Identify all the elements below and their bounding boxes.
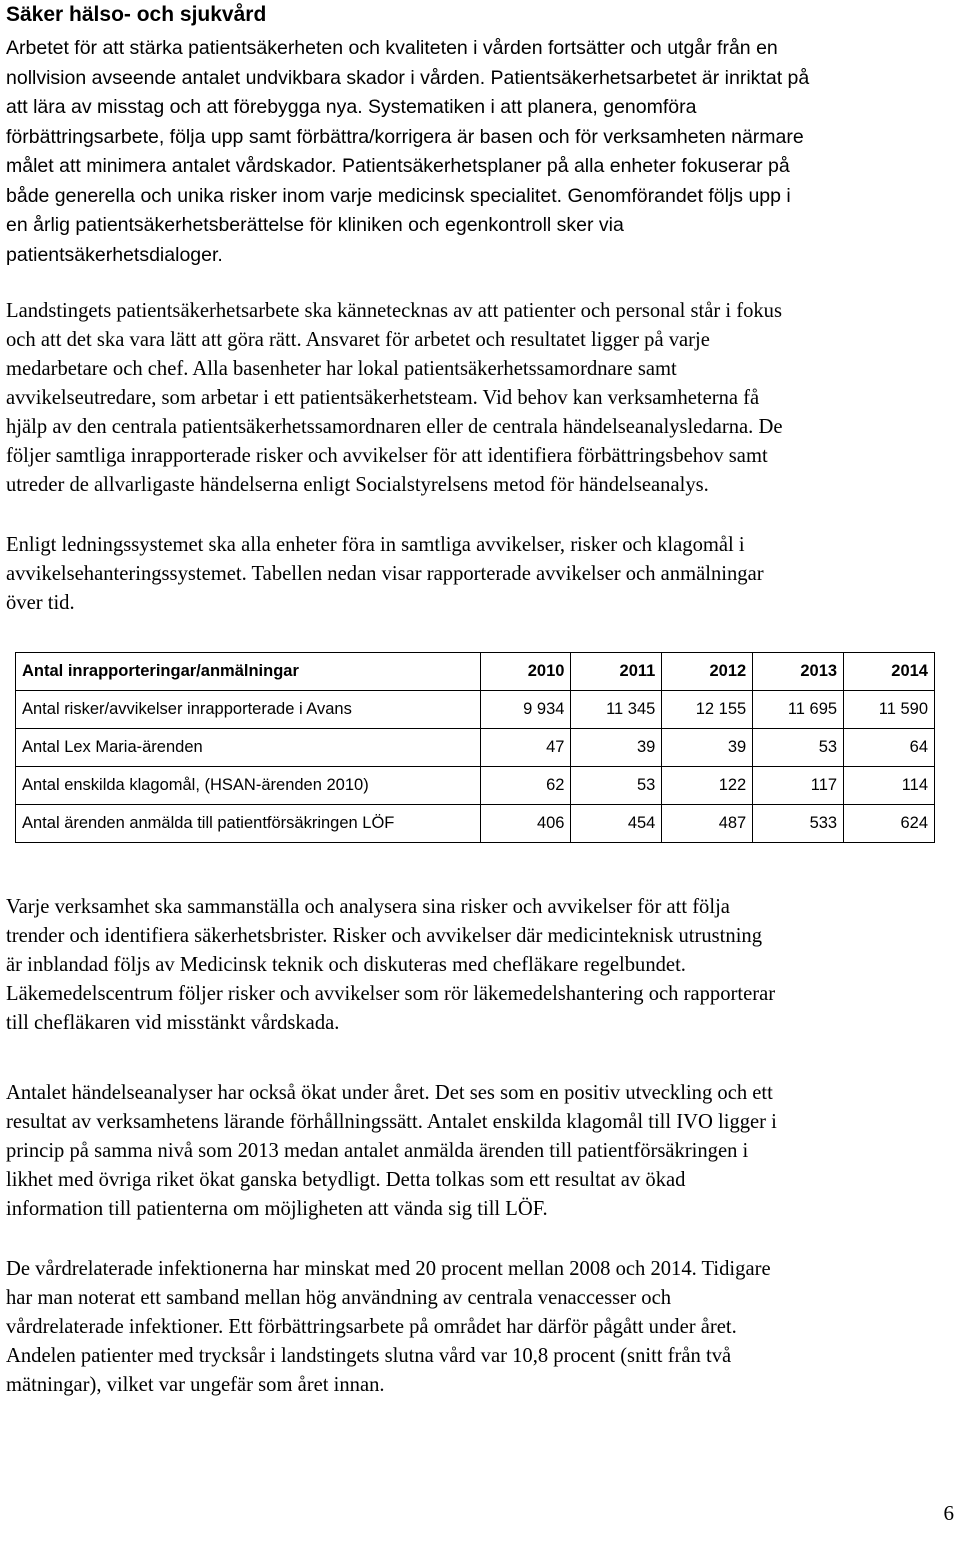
paragraph-line: likhet med övriga riket ökat ganska betydligt. Detta tolkas som ett resultat av ökad bbox=[6, 1169, 686, 1191]
paragraph-line: Arbetet för att stärka patientsäkerheten och kvaliteten i vården fortsätter och utgår från en bbox=[6, 37, 778, 59]
table-cell: 39 bbox=[571, 729, 662, 767]
paragraph-line: en årlig patientsäkerhetsberättelse för kliniken och egenkontroll sker via bbox=[6, 214, 624, 236]
paragraph-line: patientsäkerhetsdialoger. bbox=[6, 243, 223, 266]
table-cell: 47 bbox=[480, 729, 571, 767]
paragraph-line: De vårdrelaterade infektionerna har minskat med 20 procent mellan 2008 och 2014. Tidigare bbox=[6, 1258, 771, 1280]
table-header-year: 2012 bbox=[662, 653, 753, 691]
table-row-label: Antal risker/avvikelser inrapporterade i Avans bbox=[16, 691, 481, 729]
paragraph-line: och att det ska vara lätt att göra rätt. Ansvaret för arbetet och resultatet ligger på varje bbox=[6, 329, 710, 351]
paragraph-line: följer samtliga inrapporterade risker och avvikelser för att identifiera förbättringsbehov samt bbox=[6, 445, 768, 467]
paragraph-line: avvikelseutredare, som arbetar i ett patientsäkerhetsteam. Vid behov kan verksamheterna få bbox=[6, 387, 760, 409]
paragraph-handelseanalyser bbox=[6, 1079, 954, 1224]
paragraph-line: mätningar), vilket var ungefär som året innan. bbox=[6, 1374, 385, 1396]
table-cell: 117 bbox=[753, 767, 844, 805]
table-row-label: Antal enskilda klagomål, (HSAN-ärenden 2010) bbox=[16, 767, 481, 805]
paragraph-intro bbox=[6, 34, 954, 270]
paragraph-line: över tid. bbox=[6, 592, 75, 614]
paragraph-line: avvikelsehanteringssystemet. Tabellen nedan visar rapporterade avvikelser och anmälningar bbox=[6, 563, 764, 585]
table-cell: 122 bbox=[662, 767, 753, 805]
reports-table bbox=[15, 652, 935, 843]
page-number: 6 bbox=[943, 1501, 954, 1525]
table-header-year: 2011 bbox=[571, 653, 662, 691]
paragraph-line: Andelen patienter med trycksår i landstingets slutna vård var 10,8 procent (snitt från två bbox=[6, 1345, 732, 1367]
table-cell: 11 695 bbox=[753, 691, 844, 729]
table-cell: 12 155 bbox=[662, 691, 753, 729]
paragraph-verksamhet bbox=[6, 893, 954, 1038]
table-cell: 11 345 bbox=[571, 691, 662, 729]
paragraph-ledningssystem bbox=[6, 531, 954, 618]
paragraph-line: nollvision avseende antalet undvikbara skador i vården. Patientsäkerhetsarbetet är inriktat på bbox=[6, 66, 810, 89]
table-cell: 11 590 bbox=[844, 691, 935, 729]
table-cell: 114 bbox=[844, 767, 935, 805]
table-row-label: Antal ärenden anmälda till patientförsäkringen LÖF bbox=[16, 805, 481, 843]
paragraph-infektioner bbox=[6, 1255, 954, 1400]
paragraph-line: till chefläkaren vid misstänkt vårdskada. bbox=[6, 1012, 340, 1034]
paragraph-line: både generella och unika risker inom varje medicinsk specialitet. Genomförandet följs upp i bbox=[6, 184, 791, 207]
paragraph-line: förbättringsarbete, följa upp samt förbättra/korrigera är basen och för verksamheten närmare bbox=[6, 125, 804, 148]
table-row bbox=[16, 691, 935, 729]
paragraph-line: Enligt ledningssystemet ska alla enheter föra in samtliga avvikelser, risker och klagomål i bbox=[6, 534, 745, 556]
table-cell: 62 bbox=[480, 767, 571, 805]
table-header-year: 2013 bbox=[753, 653, 844, 691]
table-row bbox=[16, 805, 935, 843]
table-row bbox=[16, 729, 935, 767]
paragraph-line: hjälp av den centrala patientsäkerhetssamordnaren eller de centrala händelseanalysledarna. De bbox=[6, 416, 783, 438]
table-header-year: 2014 bbox=[844, 653, 935, 691]
table-cell: 533 bbox=[753, 805, 844, 843]
paragraph-line: resultat av verksamhetens lärande förhållningssätt. Antalet enskilda klagomål till IVO ligger i bbox=[6, 1111, 777, 1133]
paragraph-line: är inblandad följs av Medicinsk teknik och diskuteras med chefläkare regelbundet. bbox=[6, 954, 686, 976]
paragraph-line: princip på samma nivå som 2013 medan antalet anmälda ärenden till patientförsäkringen i bbox=[6, 1140, 749, 1162]
table-cell: 454 bbox=[571, 805, 662, 843]
section-heading: Säker hälso- och sjukvård bbox=[6, 3, 267, 26]
paragraph-line: har man noterat ett samband mellan hög användning av centrala venaccesser och bbox=[6, 1287, 672, 1309]
paragraph-line: utreder de allvarligaste händelserna enligt Socialstyrelsens metod för händelseanalys. bbox=[6, 474, 709, 496]
paragraph-line: vårdrelaterade infektioner. Ett förbättringsarbete på området har därför pågått under året. bbox=[6, 1316, 737, 1338]
table-cell: 487 bbox=[662, 805, 753, 843]
table-row-label: Antal Lex Maria-ärenden bbox=[16, 729, 481, 767]
paragraph-line: Landstingets patientsäkerhetsarbete ska kännetecknas av att patienter och personal står i fokus bbox=[6, 300, 782, 322]
table-cell: 624 bbox=[844, 805, 935, 843]
paragraph-line: Läkemedelscentrum följer risker och avvikelser som rör läkemedelshantering och rapporterar bbox=[6, 983, 776, 1005]
table-cell: 64 bbox=[844, 729, 935, 767]
paragraph-landstinget bbox=[6, 297, 954, 500]
table-header-row bbox=[16, 653, 935, 691]
table-row bbox=[16, 767, 935, 805]
table-cell: 39 bbox=[662, 729, 753, 767]
paragraph-line: målet att minimera antalet vårdskador. Patientsäkerhetsplaner på alla enheter fokuserar på bbox=[6, 155, 790, 177]
table-cell: 9 934 bbox=[480, 691, 571, 729]
table-cell: 53 bbox=[571, 767, 662, 805]
paragraph-line: Antalet händelseanalyser har också ökat under året. Det ses som en positiv utveckling och ett bbox=[6, 1082, 773, 1104]
paragraph-line: Varje verksamhet ska sammanställa och analysera sina risker och avvikelser för att följa bbox=[6, 896, 730, 918]
table-cell: 53 bbox=[753, 729, 844, 767]
table-header-year: 2010 bbox=[480, 653, 571, 691]
paragraph-line: information till patienterna om möjligheten att vända sig till LÖF. bbox=[6, 1198, 548, 1220]
paragraph-line: trender och identifiera säkerhetsbrister. Risker och avvikelser där medicinteknisk utrustning bbox=[6, 925, 763, 947]
table-header-label: Antal inrapporteringar/anmälningar bbox=[16, 653, 481, 691]
paragraph-line: medarbetare och chef. Alla basenheter har lokal patientsäkerhetssamordnare samt bbox=[6, 358, 677, 380]
table-cell: 406 bbox=[480, 805, 571, 843]
paragraph-line: att lära av misstag och att förebygga nya. Systematiken i att planera, genomföra bbox=[6, 96, 697, 118]
